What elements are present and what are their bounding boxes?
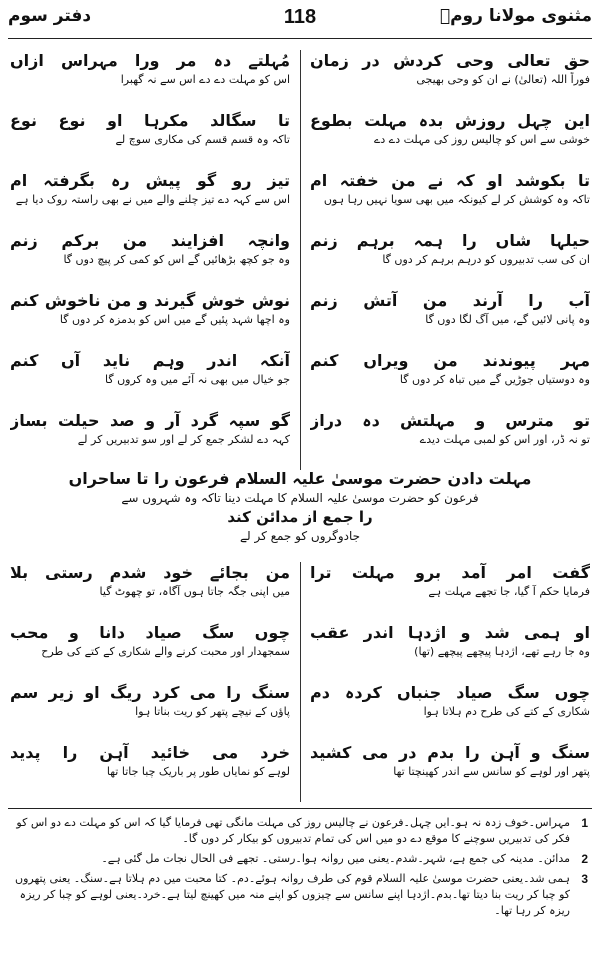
urdu-translation: فرمایا حکم آ گیا، جا تجھے مہلت ہے (428, 585, 590, 598)
persian-verse: مہر پیوندند من ویراں کنم (310, 351, 590, 370)
couplet-left (10, 50, 290, 87)
persian-verse: گفت امر آمد برو مہلت ترا (310, 563, 590, 582)
urdu-translation: فوراً اللہ (تعالیٰ) نے ان کو وحی بھیجی (416, 73, 590, 86)
persian-verse: تا بکوشد او کہ نے من خفتہ ام (310, 171, 590, 190)
persian-verse: مُہلتے دہ مر ورا مہراس ازاں (10, 51, 290, 70)
heading-title: مہلت دادن حضرت موسیٰ علیہ السلام فرعون را تا ساحراں (68, 469, 532, 488)
persian-verse: حق تعالی وحی کردش در زمان (310, 51, 590, 70)
heading-line4: جادوگروں کو جمع کر لے (239, 529, 361, 543)
footnote-text: ہمی شد۔یعنی حضرت موسیٰ علیہ السلام قوم کی طرف روانہ ہوئے۔دم۔ کتا محبت میں دم ہلاتا ہے۔سنگ۔ یعنی پتھروں کو چبا کر ریت بنا دیتا تھا۔بدم۔اژدہا اپنے سانس سے چیزوں کو اپنے منہ میں کھینچ لیتا ہے۔خرد۔یعنی لوہے کو چبا کر ریزہ ریزہ کر رہا تھا۔ (15, 872, 570, 917)
couplet-right (310, 622, 590, 659)
urdu-translation: ان کی سب تدبیروں کو درہم برہم کر دوں گا (382, 253, 590, 266)
footnote (12, 815, 588, 847)
footnote-number: 1 (581, 816, 588, 830)
verses-bottom (10, 562, 590, 802)
couplet-left (10, 290, 290, 327)
column-divider (300, 50, 301, 470)
urdu-translation: پتھر اور لوہے کو سانس سے اندر کھینچتا تھا (393, 765, 590, 778)
persian-verse: حیلہا شاں را ہمہ برہم زنم (310, 231, 590, 250)
urdu-translation: وہ جو کچھ بڑھائیں گے اس کو کمی کر پیچ دوں گا (63, 253, 290, 266)
urdu-translation: وہ پانی لائیں گے، میں آگ لگا دوں گا (425, 313, 590, 326)
persian-verse: او ہمی شد و اژدہا اندر عقب (310, 623, 590, 642)
couplet-right (310, 290, 590, 327)
couplet-right (310, 562, 590, 599)
page-number: 118 (283, 6, 317, 28)
footnote-text: مہراس۔خوف زدہ نہ ہو۔ایں چہل۔فرعون نے چالیس روز کی مہلت مانگی تھی فرمایا گیا کہ اس کو مہلت دے دو اس کو فکر کی تدبیریں سوچنے کا موقع دے دو میں اس کی تمام تدبیروں کو بیکار کر دوں گا۔ (16, 816, 570, 845)
couplet-right (310, 230, 590, 267)
couplet-left (10, 562, 290, 599)
urdu-translation: شکاری کے کتے کی طرح دم ہلاتا ہوا (423, 705, 590, 718)
urdu-translation: سمجھدار اور محبت کرنے والے شکاری کے کتے کی طرح (41, 645, 290, 658)
couplet-left (10, 110, 290, 147)
persian-verse: چوں سگ صیاد جنباں کردہ دم (310, 683, 590, 702)
persian-verse: سنگ و آہن را بدم در می کشید (310, 743, 590, 762)
persian-verse: آنکہ اندر وہم ناید آں کنم (10, 351, 290, 370)
persian-verse: چوں سگ صیاد دانا و محب (10, 623, 290, 642)
urdu-translation: لوہے کو نمایاں طور پر باریک چبا جاتا تھا (106, 765, 290, 778)
persian-verse: تا سگالد مکرہا او نوع نوع (10, 111, 290, 130)
footnote-number: 3 (581, 872, 588, 886)
couplet-right (310, 682, 590, 719)
persian-verse: نوش خوش گیرند و من ناخوش کنم (10, 291, 290, 310)
couplet-right (310, 50, 590, 87)
couplet-left (10, 682, 290, 719)
volume-label: دفتر سوم (8, 6, 92, 26)
persian-verse: گو سپہ گرد آر و صد حیلت بساز (10, 411, 290, 430)
column-divider (300, 562, 301, 802)
urdu-translation: وہ اچھا شہد پئیں گے میں اس کو بدمزہ کر دوں گا (59, 313, 290, 326)
header-rule (8, 38, 592, 39)
persian-verse: خرد می خائید آہن را پدید (10, 743, 290, 762)
footnote-rule (8, 808, 592, 809)
urdu-translation: کہہ دے لشکر جمع کر لے اور سو تدبیریں کر لے (77, 433, 290, 446)
footnote (12, 851, 588, 867)
couplet-right (310, 410, 590, 447)
page-header (0, 4, 600, 34)
urdu-translation: وہ دوستیاں جوڑیں گے میں تباہ کر دوں گا (399, 373, 590, 386)
persian-verse: وانچہ افزایند من برکم زنم (10, 231, 290, 250)
persian-verse: تو مترس و مہلتش دہ دراز (310, 411, 590, 430)
couplet-right (310, 742, 590, 779)
couplet-left (10, 410, 290, 447)
couplet-left (10, 230, 290, 267)
footnotes (12, 815, 588, 923)
couplet-right (310, 110, 590, 147)
urdu-translation: تاکہ وہ قسم قسم کی مکاری سوچ لے (115, 133, 290, 146)
book-title: مثنوی مولانا رومؒ (439, 6, 592, 26)
footnote-number: 2 (581, 852, 588, 866)
couplet-left (10, 742, 290, 779)
section-heading (20, 468, 580, 544)
footnote-text: مدائن۔ مدینہ کی جمع ہے، شہر۔شدم۔یعنی میں روانہ ہوا۔رستی۔ تجھے فی الحال نجات مل گئی ہے۔ (101, 852, 570, 865)
urdu-translation: تو نہ ڈر، اور اس کو لمبی مہلت دیدے (419, 433, 590, 446)
heading-line3: را جمع از مدائن کند (227, 508, 373, 526)
persian-verse: تیز رو گو پیش رہ بگرفتہ ام (10, 171, 290, 190)
verses-top (10, 50, 590, 470)
couplet-left (10, 622, 290, 659)
footnote (12, 871, 588, 919)
persian-verse: این چہل روزش بدہ مہلت بطوع (310, 111, 590, 130)
urdu-translation: اس کو مہلت دے دے اس سے نہ گھبرا (120, 73, 290, 86)
urdu-translation: پاؤں کے نیچے پتھر کو ریت بناتا ہوا (135, 705, 290, 718)
couplet-right (310, 350, 590, 387)
urdu-translation: جو خیال میں بھی نہ آئے میں وہ کروں گا (105, 373, 290, 386)
couplet-left (10, 170, 290, 207)
couplet-right (310, 170, 590, 207)
urdu-translation: وہ جا رہے تھے، اژدہا پیچھے پیچھے (تھا) (414, 645, 590, 658)
urdu-translation: خوشی سے اس کو چالیس روز کی مہلت دے دے (373, 133, 590, 146)
urdu-translation: تاکہ وہ کوشش کر لے کیونکہ میں بھی سویا نہیں رہا ہوں (323, 193, 590, 206)
persian-verse: من بجائے خود شدم رستی بلا (10, 563, 290, 582)
urdu-translation: میں اپنی جگہ جاتا ہوں آگاہ، تو چھوٹ گیا (99, 585, 290, 598)
heading-subtitle: فرعون کو حضرت موسیٰ علیہ السلام کا مہلت دینا تاکہ وہ شہروں سے (121, 491, 479, 505)
couplet-left (10, 350, 290, 387)
persian-verse: آب را آرند من آتش زنم (310, 291, 590, 310)
persian-verse: سنگ را می کرد ریگ او زیر سم (10, 683, 290, 702)
urdu-translation: اس سے کہہ دے تیز چلنے والے میں نے بھی راستہ روک دیا ہے (15, 193, 290, 206)
